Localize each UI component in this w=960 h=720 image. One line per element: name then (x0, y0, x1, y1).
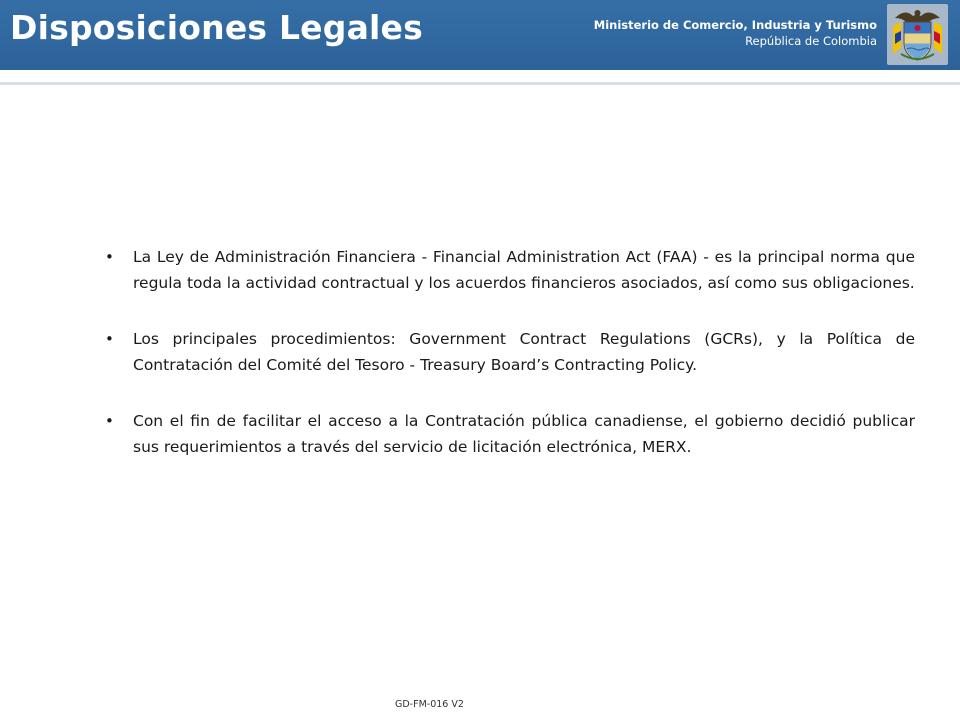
slide-title: Disposiciones Legales (10, 8, 423, 47)
colombia-coat-of-arms-icon (887, 4, 948, 65)
bullet-dot: • (105, 330, 114, 348)
ministry-block (594, 18, 877, 49)
bullet-dot: • (105, 412, 114, 430)
bullet-text: Con el fin de facilitar el acceso a la Contratación pública canadiense, el gobierno decidió publicar sus requerimientos a través del servicio de licitación electrónica, MERX. (133, 412, 915, 456)
slide-header (0, 0, 960, 82)
bullet-dot: • (105, 248, 114, 266)
bullet-text: Los principales procedimientos: Government Contract Regulations (GCRs), y la Política de Contratación del Comité del Tesoro - Treasury Board’s Contracting Policy. (133, 330, 915, 374)
bullet-text: La Ley de Administración Financiera - Financial Administration Act (FAA) - es la principal norma que regula toda la actividad contractual y los acuerdos financieros asociados, así como sus obligaciones. (133, 248, 915, 292)
country-name: República de Colombia (745, 34, 877, 48)
slide-content (105, 244, 915, 490)
bullet-item (105, 326, 915, 378)
bullet-item (105, 408, 915, 460)
document-code: GD-FM-016 V2 (395, 699, 464, 710)
ministry-name: Ministerio de Comercio, Industria y Turismo (593, 18, 877, 32)
bullet-item (105, 244, 915, 296)
